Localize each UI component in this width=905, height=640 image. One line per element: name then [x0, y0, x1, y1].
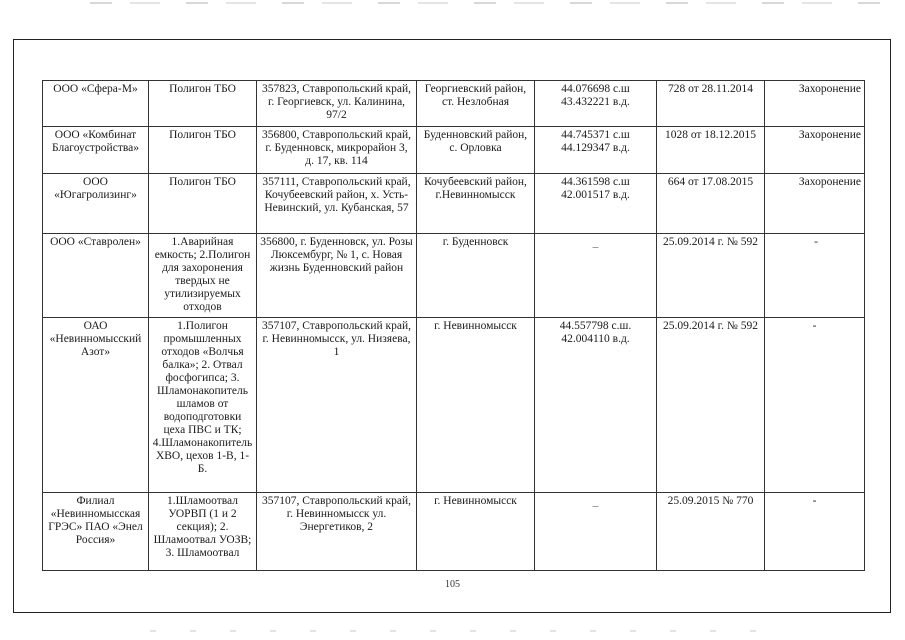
cell-location: Георгиевский район, ст. Незлобная [417, 81, 535, 127]
cell-address: 357107, Ставропольский край, г. Невинномысск ул. Энергетиков, 2 [257, 493, 417, 571]
table-row [43, 127, 865, 174]
cell-location: г. Буденновск [417, 234, 535, 318]
cell-order: 25.09.2014 г. № 592 [657, 234, 765, 318]
cell-organization: ОАО «Невинномысский Азот» [43, 318, 149, 493]
cell-organization: ООО «Ставролен» [43, 234, 149, 318]
cell-address: 357107, Ставропольский край, г. Невинномысск, ул. Низяева, 1 [257, 318, 417, 493]
cell-coordinates: 44.745371 с.ш 44.129347 в.д. [535, 127, 657, 174]
table-row [43, 174, 865, 234]
scan-artifact-bottom [150, 630, 790, 632]
cell-address: 356800, Ставропольский край, г. Буденновск, микрорайон 3, д. 17, кв. 114 [257, 127, 417, 174]
cell-order: 1028 от 18.12.2015 [657, 127, 765, 174]
table-row [43, 493, 865, 571]
cell-address: 357111, Ставропольский край, Кочубеевский район, х. Усть-Невинский, ул. Кубанская, 57 [257, 174, 417, 234]
cell-order: 25.09.2015 № 770 [657, 493, 765, 571]
cell-order: 25.09.2014 г. № 592 [657, 318, 765, 493]
cell-object: 1.Аварийная емкость; 2.Полигон для захоронения твердых не утилизируемых отходов [149, 234, 257, 318]
table-row [43, 81, 865, 127]
cell-coordinates: 44.361598 с.ш 42.001517 в.д. [535, 174, 657, 234]
cell-location: г. Невинномысск [417, 318, 535, 493]
cell-location: г. Невинномысск [417, 493, 535, 571]
cell-location: Кочубеевский район, г.Невинномысск [417, 174, 535, 234]
cell-operation: Захоронение [765, 127, 865, 174]
cell-coordinates: – [535, 234, 657, 318]
cell-organization: Филиал «Невинномысская ГРЭС» ПАО «Энел Россия» [43, 493, 149, 571]
cell-operation: - [765, 493, 865, 571]
cell-order: 728 от 28.11.2014 [657, 81, 765, 127]
cell-address: 356800, г. Буденновск, ул. Розы Люксембург, № 1, с. Новая жизнь Буденновский район [257, 234, 417, 318]
cell-coordinates: 44.557798 с.ш. 42.004110 в.д. [535, 318, 657, 493]
cell-address: 357823, Ставропольский край, г. Георгиевск, ул. Калинина, 97/2 [257, 81, 417, 127]
cell-organization: ООО «Сфера-М» [43, 81, 149, 127]
cell-object: Полигон ТБО [149, 174, 257, 234]
cell-object: Полигон ТБО [149, 127, 257, 174]
cell-operation: Захоронение [765, 174, 865, 234]
cell-location: Буденновский район, с. Орловка [417, 127, 535, 174]
cell-object: Полигон ТБО [149, 81, 257, 127]
cell-object: 1.Полигон промышленных отходов «Волчья балка»; 2. Отвал фосфогипса; 3. Шламонакопитель шламов от водоподготовки цеха ПВС и ТК; 4.Шламонакопитель ХВО, цехов 1-В, 1-Б. [149, 318, 257, 493]
table-row [43, 234, 865, 318]
cell-organization: ООО «Комбинат Благоустройства» [43, 127, 149, 174]
waste-facility-table [42, 80, 865, 571]
page-number: 105 [445, 579, 460, 590]
table-row [43, 318, 865, 493]
cell-order: 664 от 17.08.2015 [657, 174, 765, 234]
cell-operation: - [765, 234, 865, 318]
cell-operation: Захоронение [765, 81, 865, 127]
cell-object: 1.Шламоотвал УОРВП (1 и 2 секция); 2. Шламоотвал УОЗВ; 3. Шламоотвал [149, 493, 257, 571]
cell-organization: ООО «Югагролизинг» [43, 174, 149, 234]
cell-coordinates: – [535, 493, 657, 571]
scan-artifact-top [90, 2, 880, 4]
cell-coordinates: 44.076698 с.ш 43.432221 в.д. [535, 81, 657, 127]
cell-operation: - [765, 318, 865, 493]
